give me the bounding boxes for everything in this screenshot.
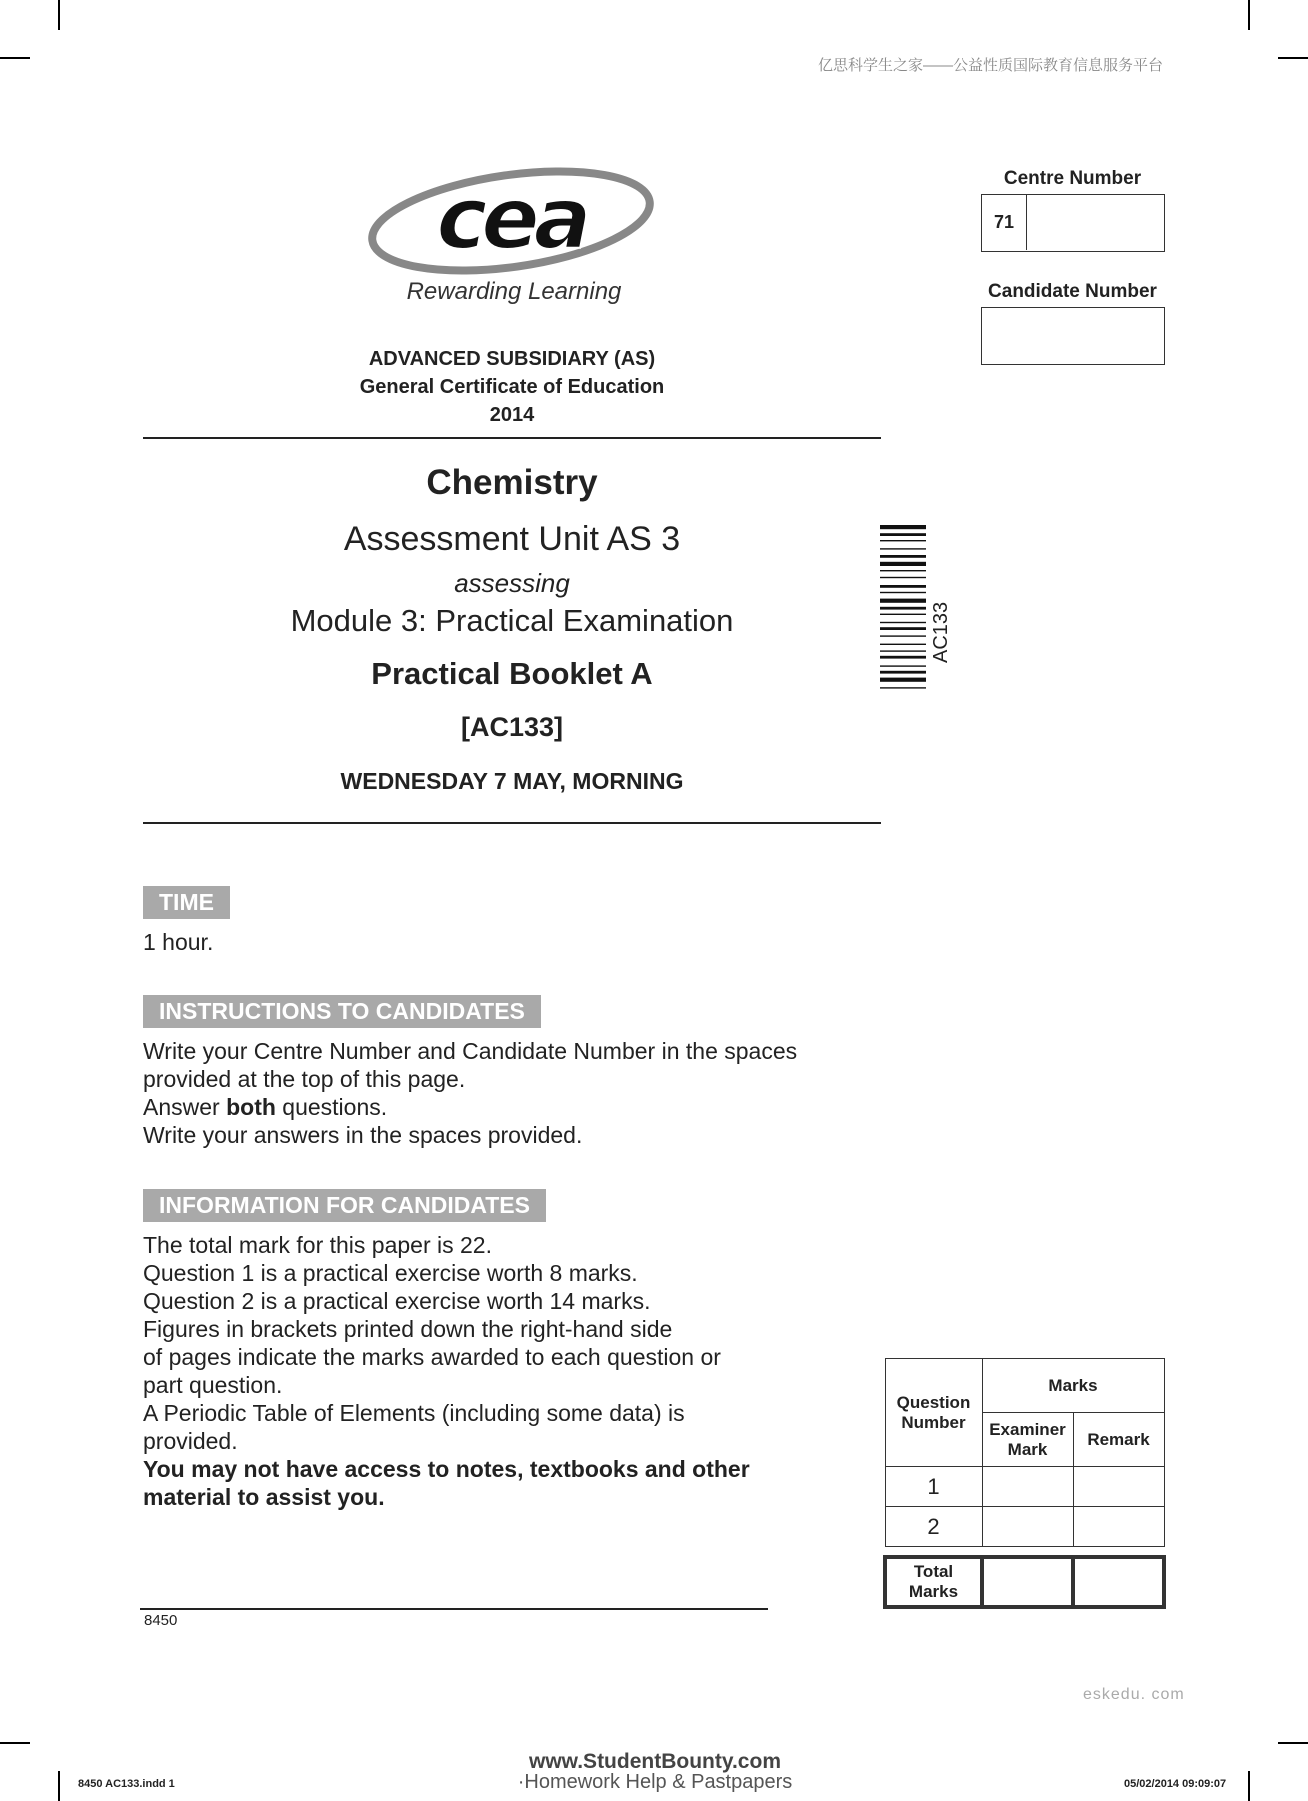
eskedu-watermark: eskedu. com	[1083, 1686, 1185, 1703]
total-marks-label: Total Marks	[885, 1557, 982, 1607]
booklet-title: Practical Booklet A	[371, 656, 653, 691]
studentbounty-watermark	[505, 1752, 805, 1792]
examiner-mark-header: Examiner Mark	[982, 1413, 1073, 1467]
barcode-bar	[880, 607, 926, 610]
title-rule-top	[143, 437, 881, 439]
instruction-line: Write your Centre Number and Candidate Number in the spaces	[143, 1038, 798, 1064]
answer-suffix: questions.	[275, 1094, 388, 1120]
centre-number-prefix: 71	[982, 195, 1027, 250]
time-heading: TIME	[143, 886, 230, 919]
barcode-bar	[880, 635, 926, 636]
question-number-cell: 1	[885, 1467, 982, 1507]
information-line: part question.	[143, 1372, 283, 1398]
exam-date: WEDNESDAY 7 MAY, MORNING	[340, 768, 684, 794]
answer-emphasis: both	[226, 1094, 276, 1120]
footer-rule	[140, 1608, 768, 1610]
crop-mark	[58, 0, 60, 30]
information-warning: You may not have access to notes, textbooks and other	[143, 1456, 750, 1482]
information-line: The total mark for this paper is 22.	[143, 1232, 492, 1258]
instructions-heading: INSTRUCTIONS TO CANDIDATES	[143, 995, 541, 1028]
bounty-tagline: ·Homework Help & Pastpapers	[517, 1771, 793, 1793]
qualification-level: ADVANCED SUBSIDIARY (AS)	[368, 348, 656, 370]
centre-number-label: Centre Number	[1003, 168, 1142, 189]
barcode-bar	[880, 656, 926, 659]
instructions-text	[143, 1037, 883, 1149]
crop-mark	[1248, 1771, 1250, 1801]
barcode-bar	[880, 562, 926, 566]
barcode-bar	[880, 525, 926, 529]
barcode-bar	[880, 671, 926, 674]
remark-cell[interactable]	[1073, 1467, 1164, 1507]
slug-right: 05/02/2014 09:09:07	[1124, 1778, 1227, 1790]
module-title: Module 3: Practical Examination	[290, 603, 734, 638]
marks-header: Marks	[982, 1359, 1164, 1413]
bounty-url: www.StudentBounty.com	[529, 1750, 781, 1773]
total-examiner-cell[interactable]	[982, 1557, 1073, 1607]
slug-left: 8450 AC133.indd 1	[78, 1778, 175, 1790]
barcode-bar	[880, 614, 926, 615]
barcode-bar	[880, 533, 926, 536]
barcode	[880, 525, 926, 735]
information-heading: INFORMATION FOR CANDIDATES	[143, 1189, 546, 1222]
barcode-bar	[880, 555, 926, 558]
answer-prefix: Answer	[143, 1094, 227, 1120]
qualification-name: General Certificate of Education	[359, 376, 665, 398]
logo-mark: cea	[436, 169, 586, 269]
barcode-bar	[880, 599, 926, 603]
information-line: Figures in brackets printed down the right-hand side	[143, 1316, 673, 1342]
marks-table	[883, 1358, 1166, 1609]
remark-header: Remark	[1073, 1413, 1164, 1467]
cea-logo	[366, 166, 656, 276]
qualification-year: 2014	[489, 404, 535, 426]
logo-tagline: Rewarding Learning	[406, 278, 622, 305]
information-line: A Periodic Table of Elements (including some data) is	[143, 1400, 685, 1426]
instruction-line: Write your answers in the spaces provided.	[143, 1122, 583, 1148]
instruction-line: provided at the top of this page.	[143, 1066, 466, 1092]
subject-title: Chemistry	[426, 463, 598, 502]
barcode-bar	[880, 665, 926, 666]
barcode-bar	[880, 678, 926, 682]
question-number-cell: 2	[885, 1507, 982, 1547]
barcode-bar	[880, 548, 926, 549]
question-number-header: Question Number	[885, 1359, 982, 1467]
table-spacer	[885, 1547, 1164, 1557]
barcode-bar	[880, 540, 926, 541]
barcode-bar	[880, 644, 926, 645]
information-line: Question 1 is a practical exercise worth 8 marks.	[143, 1260, 638, 1286]
information-line: Question 2 is a practical exercise worth 14 marks.	[143, 1288, 651, 1314]
crop-mark	[1278, 57, 1308, 59]
crop-mark	[1278, 1742, 1308, 1744]
total-remark-cell[interactable]	[1073, 1557, 1164, 1607]
information-line: of pages indicate the marks awarded to each question or	[143, 1344, 721, 1370]
information-line: provided.	[143, 1428, 238, 1454]
candidate-number-field[interactable]	[981, 307, 1165, 365]
crop-mark	[58, 1771, 60, 1801]
paper-number: 8450	[144, 1612, 178, 1629]
crop-mark	[1248, 0, 1250, 30]
barcode-bar	[880, 650, 926, 651]
information-warning: material to assist you.	[143, 1484, 385, 1510]
assessing-label: assessing	[454, 568, 570, 598]
crop-mark	[0, 57, 30, 59]
crop-mark	[0, 1742, 30, 1744]
candidate-number-label: Candidate Number	[988, 281, 1157, 302]
barcode-bar	[880, 687, 926, 688]
time-text: 1 hour.	[143, 929, 214, 955]
examiner-mark-cell[interactable]	[982, 1467, 1073, 1507]
barcode-text: AC133	[930, 601, 952, 663]
paper-code: [AC133]	[460, 712, 564, 742]
assessment-unit: Assessment Unit AS 3	[343, 520, 681, 558]
examiner-mark-cell[interactable]	[982, 1507, 1073, 1547]
information-text	[143, 1231, 883, 1511]
barcode-bar	[880, 622, 926, 623]
barcode-bar	[880, 592, 926, 593]
barcode-bar	[880, 577, 926, 578]
barcode-bar	[880, 627, 926, 630]
qualification-block	[140, 345, 884, 429]
barcode-bar	[880, 570, 926, 571]
instruction-line	[143, 1093, 883, 1121]
title-rule-bottom	[143, 822, 881, 824]
remark-cell[interactable]	[1073, 1507, 1164, 1547]
barcode-bar	[880, 585, 926, 588]
header-watermark: 亿思科学生之家——公益性质国际教育信息服务平台	[817, 57, 1163, 74]
